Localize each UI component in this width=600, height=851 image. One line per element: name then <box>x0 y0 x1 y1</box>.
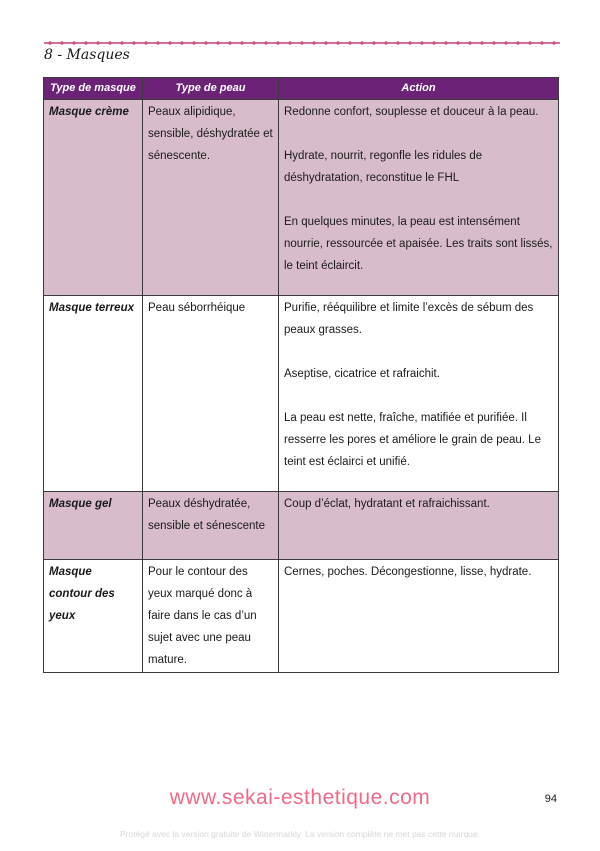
action-text: La peau est nette, fraîche, matifiée et purifiée. Il resserre les pores et améliore le grain de peau. Le teint est éclairci et unifié. <box>284 412 541 468</box>
table-row-masque-gel <box>44 492 559 560</box>
cell-mask-type: Masque terreux <box>44 296 143 492</box>
cell-action <box>279 492 559 560</box>
masques-table <box>43 77 559 673</box>
action-text: Hydrate, nourrit, regonfle les ridules de déshydratation, reconstitue le FHL <box>284 150 483 184</box>
top-decorative-border <box>44 40 560 46</box>
cell-skin-type: Peaux alipidique, sensible, déshydratée et sénescente. <box>143 100 279 296</box>
action-text: Cernes, poches. Décongestionne, lisse, hydrate. <box>284 566 532 578</box>
cell-skin-type: Pour le contour des yeux marqué donc à faire dans le cas d’un sujet avec une peau mature. <box>143 560 279 673</box>
table-row-masque-contour-des-yeux <box>44 560 559 673</box>
footer-website-url: www.sekai-esthetique.com <box>169 786 431 809</box>
header-type-de-masque: Type de masque <box>44 78 143 100</box>
page-number: 94 <box>544 793 557 805</box>
action-text: Coup d’éclat, hydratant et rafraichissant. <box>284 498 490 510</box>
cell-action <box>279 296 559 492</box>
section-title: 8 - Masques <box>44 47 130 63</box>
cell-skin-type: Peaux déshydratée, sensible et sénescente <box>143 492 279 560</box>
cell-action <box>279 100 559 296</box>
table-row-masque-terreux <box>44 296 559 492</box>
cell-action <box>279 560 559 673</box>
cell-mask-type: Masque crème <box>44 100 143 296</box>
watermark-notice: Protégé avec la version gratuite de Watermarkly. La version complète ne met pas cette marque. <box>119 829 480 839</box>
header-action: Action <box>279 78 559 100</box>
action-text: Aseptise, cicatrice et rafraichit. <box>284 368 440 380</box>
action-text: En quelques minutes, la peau est intensément nourrie, ressourcée et apaisée. Les traits sont lissés, le teint éclaircit. <box>284 216 553 272</box>
cell-skin-type: Peau séborrhéique <box>143 296 279 492</box>
action-text: Purifie, rééquilibre et limite l’excès de sébum des peaux grasses. <box>284 302 534 336</box>
action-text: Redonne confort, souplesse et douceur à la peau. <box>284 106 539 118</box>
table-header-row <box>44 78 559 100</box>
cell-mask-type: Masque gel <box>44 492 143 560</box>
cell-mask-type: Masque contour des yeux <box>44 560 143 673</box>
header-type-de-peau: Type de peau <box>143 78 279 100</box>
table-row-masque-creme <box>44 100 559 296</box>
